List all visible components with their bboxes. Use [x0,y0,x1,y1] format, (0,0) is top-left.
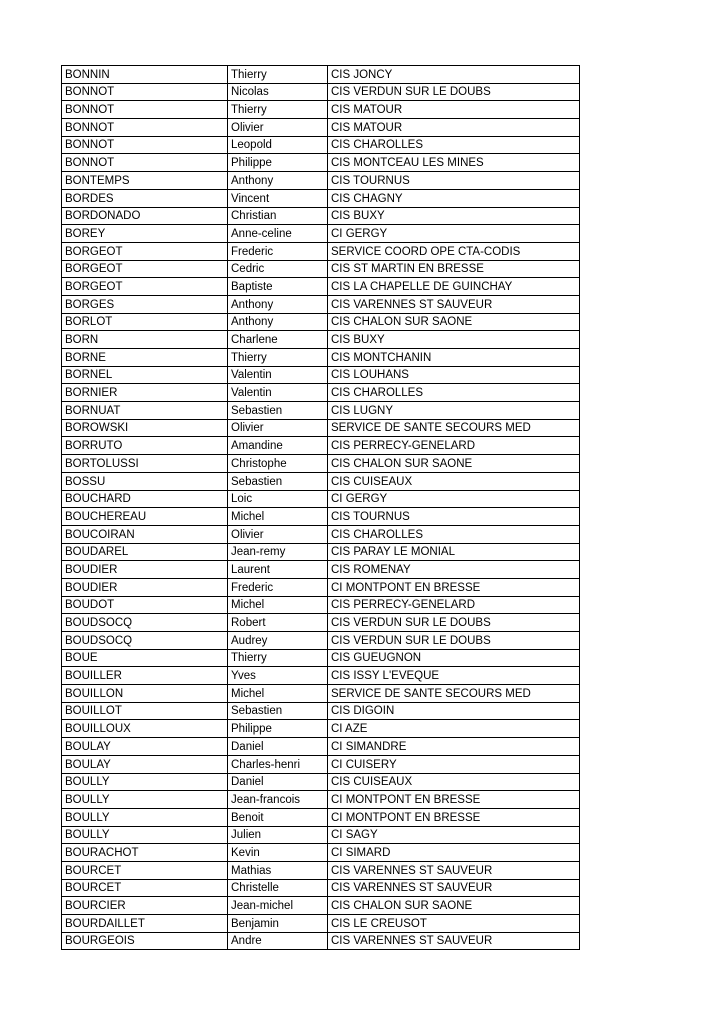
unit-cell: CIS ST MARTIN EN BRESSE [328,260,580,278]
unit-cell: CIS CUISEAUX [328,773,580,791]
last-name-cell: BORTOLUSSI [62,455,228,473]
last-name-cell: BOUILLON [62,685,228,703]
table-row [62,738,580,756]
table-row [62,172,580,190]
first-name-cell: Benoit [228,808,328,826]
unit-cell: CIS VERDUN SUR LE DOUBS [328,632,580,650]
first-name-cell: Michel [228,508,328,526]
last-name-cell: BOULLY [62,773,228,791]
table-row [62,66,580,84]
unit-cell: CIS BUXY [328,207,580,225]
table-row [62,366,580,384]
last-name-cell: BONNIN [62,66,228,84]
table-row [62,242,580,260]
first-name-cell: Robert [228,614,328,632]
last-name-cell: BOUDIER [62,561,228,579]
last-name-cell: BOURCET [62,879,228,897]
table-row [62,508,580,526]
first-name-cell: Jean-francois [228,791,328,809]
first-name-cell: Thierry [228,66,328,84]
last-name-cell: BOULLY [62,791,228,809]
unit-cell: CIS CUISEAUX [328,472,580,490]
last-name-cell: BORNUAT [62,402,228,420]
table-row [62,437,580,455]
table-row [62,402,580,420]
unit-cell: CI SIMARD [328,844,580,862]
first-name-cell: Olivier [228,525,328,543]
table-row [62,897,580,915]
unit-cell: CIS MATOUR [328,101,580,119]
table-row [62,632,580,650]
last-name-cell: BORNE [62,349,228,367]
table-row [62,472,580,490]
first-name-cell: Frederic [228,242,328,260]
unit-cell: CIS BUXY [328,331,580,349]
table-row [62,101,580,119]
unit-cell: CIS VARENNES ST SAUVEUR [328,861,580,879]
unit-cell: CIS CHAGNY [328,189,580,207]
first-name-cell: Anthony [228,295,328,313]
unit-cell: CIS ISSY L'EVEQUE [328,667,580,685]
unit-cell: CI MONTPONT EN BRESSE [328,808,580,826]
first-name-cell: Thierry [228,349,328,367]
last-name-cell: BOURCET [62,861,228,879]
table-row [62,490,580,508]
unit-cell: CI GERGY [328,225,580,243]
first-name-cell: Philippe [228,720,328,738]
last-name-cell: BONNOT [62,136,228,154]
unit-cell: CIS VARENNES ST SAUVEUR [328,932,580,950]
last-name-cell: BORGEOT [62,278,228,296]
first-name-cell: Andre [228,932,328,950]
table-row [62,578,580,596]
last-name-cell: BORN [62,331,228,349]
unit-cell: CIS MATOUR [328,119,580,137]
unit-cell: SERVICE DE SANTE SECOURS MED [328,685,580,703]
first-name-cell: Christian [228,207,328,225]
table-row [62,649,580,667]
table-row [62,844,580,862]
table-row [62,915,580,933]
table-row [62,755,580,773]
first-name-cell: Thierry [228,649,328,667]
unit-cell: CIS VARENNES ST SAUVEUR [328,295,580,313]
table-row [62,791,580,809]
unit-cell: SERVICE DE SANTE SECOURS MED [328,419,580,437]
table-row [62,543,580,561]
roster-table [61,65,580,950]
last-name-cell: BONNOT [62,101,228,119]
table-row [62,667,580,685]
table-row [62,260,580,278]
last-name-cell: BONNOT [62,119,228,137]
table-row [62,331,580,349]
first-name-cell: Leopold [228,136,328,154]
first-name-cell: Sebastien [228,472,328,490]
last-name-cell: BORRUTO [62,437,228,455]
unit-cell: CIS PERRECY-GENELARD [328,437,580,455]
first-name-cell: Valentin [228,366,328,384]
last-name-cell: BORNIER [62,384,228,402]
first-name-cell: Anthony [228,172,328,190]
unit-cell: CIS CHAROLLES [328,136,580,154]
first-name-cell: Olivier [228,119,328,137]
last-name-cell: BOUDAREL [62,543,228,561]
table-row [62,685,580,703]
table-row [62,879,580,897]
first-name-cell: Anne-celine [228,225,328,243]
last-name-cell: BOULLY [62,808,228,826]
first-name-cell: Mathias [228,861,328,879]
last-name-cell: BOUILLOT [62,702,228,720]
unit-cell: CIS CHALON SUR SAONE [328,455,580,473]
unit-cell: CI CUISERY [328,755,580,773]
first-name-cell: Charles-henri [228,755,328,773]
table-row [62,614,580,632]
last-name-cell: BOUCHARD [62,490,228,508]
unit-cell: CIS MONTCEAU LES MINES [328,154,580,172]
table-row [62,313,580,331]
unit-cell: CIS CHAROLLES [328,525,580,543]
first-name-cell: Daniel [228,773,328,791]
unit-cell: CIS PERRECY-GENELARD [328,596,580,614]
last-name-cell: BOULAY [62,738,228,756]
first-name-cell: Vincent [228,189,328,207]
first-name-cell: Cedric [228,260,328,278]
unit-cell: CIS VERDUN SUR LE DOUBS [328,83,580,101]
last-name-cell: BOUDSOCQ [62,614,228,632]
first-name-cell: Valentin [228,384,328,402]
table-row [62,295,580,313]
table-row [62,419,580,437]
first-name-cell: Michel [228,596,328,614]
unit-cell: CIS CHAROLLES [328,384,580,402]
first-name-cell: Michel [228,685,328,703]
last-name-cell: BOURACHOT [62,844,228,862]
table-row [62,561,580,579]
table-row [62,225,580,243]
table-row [62,861,580,879]
unit-cell: CI AZE [328,720,580,738]
unit-cell: CIS MONTCHANIN [328,349,580,367]
unit-cell: CIS JONCY [328,66,580,84]
first-name-cell: Baptiste [228,278,328,296]
last-name-cell: BOULAY [62,755,228,773]
unit-cell: CIS VERDUN SUR LE DOUBS [328,614,580,632]
first-name-cell: Laurent [228,561,328,579]
table-row [62,773,580,791]
last-name-cell: BORGEOT [62,260,228,278]
unit-cell: SERVICE COORD OPE CTA-CODIS [328,242,580,260]
table-row [62,525,580,543]
last-name-cell: BORGES [62,295,228,313]
unit-cell: CI MONTPONT EN BRESSE [328,791,580,809]
table-row [62,826,580,844]
unit-cell: CIS CHALON SUR SAONE [328,313,580,331]
last-name-cell: BONTEMPS [62,172,228,190]
last-name-cell: BOROWSKI [62,419,228,437]
unit-cell: CIS LE CREUSOT [328,915,580,933]
unit-cell: CIS DIGOIN [328,702,580,720]
roster-sheet [61,65,579,950]
table-row [62,119,580,137]
unit-cell: CIS LA CHAPELLE DE GUINCHAY [328,278,580,296]
table-row [62,189,580,207]
unit-cell: CI MONTPONT EN BRESSE [328,578,580,596]
last-name-cell: BOREY [62,225,228,243]
last-name-cell: BONNOT [62,154,228,172]
last-name-cell: BOUDSOCQ [62,632,228,650]
first-name-cell: Loic [228,490,328,508]
unit-cell: CIS CHALON SUR SAONE [328,897,580,915]
table-row [62,83,580,101]
table-row [62,136,580,154]
last-name-cell: BOUILLER [62,667,228,685]
first-name-cell: Christelle [228,879,328,897]
table-row [62,349,580,367]
first-name-cell: Daniel [228,738,328,756]
first-name-cell: Christophe [228,455,328,473]
last-name-cell: BOUDIER [62,578,228,596]
unit-cell: CIS ROMENAY [328,561,580,579]
table-row [62,278,580,296]
first-name-cell: Audrey [228,632,328,650]
last-name-cell: BOURDAILLET [62,915,228,933]
first-name-cell: Yves [228,667,328,685]
last-name-cell: BORLOT [62,313,228,331]
last-name-cell: BOURGEOIS [62,932,228,950]
first-name-cell: Amandine [228,437,328,455]
unit-cell: CIS PARAY LE MONIAL [328,543,580,561]
unit-cell: CIS TOURNUS [328,508,580,526]
unit-cell: CIS GUEUGNON [328,649,580,667]
unit-cell: CIS VARENNES ST SAUVEUR [328,879,580,897]
table-row [62,207,580,225]
last-name-cell: BOSSU [62,472,228,490]
first-name-cell: Jean-remy [228,543,328,561]
table-row [62,596,580,614]
table-row [62,702,580,720]
last-name-cell: BOUDOT [62,596,228,614]
unit-cell: CI SIMANDRE [328,738,580,756]
table-row [62,154,580,172]
last-name-cell: BOUE [62,649,228,667]
last-name-cell: BOUILLOUX [62,720,228,738]
last-name-cell: BORGEOT [62,242,228,260]
first-name-cell: Jean-michel [228,897,328,915]
first-name-cell: Anthony [228,313,328,331]
unit-cell: CIS LOUHANS [328,366,580,384]
first-name-cell: Thierry [228,101,328,119]
first-name-cell: Philippe [228,154,328,172]
last-name-cell: BORDES [62,189,228,207]
unit-cell: CI SAGY [328,826,580,844]
table-row [62,932,580,950]
last-name-cell: BOURCIER [62,897,228,915]
last-name-cell: BORDONADO [62,207,228,225]
unit-cell: CIS TOURNUS [328,172,580,190]
first-name-cell: Kevin [228,844,328,862]
unit-cell: CI GERGY [328,490,580,508]
last-name-cell: BONNOT [62,83,228,101]
last-name-cell: BOUCHEREAU [62,508,228,526]
first-name-cell: Nicolas [228,83,328,101]
first-name-cell: Charlene [228,331,328,349]
first-name-cell: Sebastien [228,702,328,720]
roster-table-body [62,66,580,950]
last-name-cell: BORNEL [62,366,228,384]
first-name-cell: Sebastien [228,402,328,420]
table-row [62,384,580,402]
first-name-cell: Olivier [228,419,328,437]
unit-cell: CIS LUGNY [328,402,580,420]
last-name-cell: BOUCOIRAN [62,525,228,543]
first-name-cell: Julien [228,826,328,844]
table-row [62,455,580,473]
last-name-cell: BOULLY [62,826,228,844]
table-row [62,720,580,738]
table-row [62,808,580,826]
first-name-cell: Frederic [228,578,328,596]
first-name-cell: Benjamin [228,915,328,933]
